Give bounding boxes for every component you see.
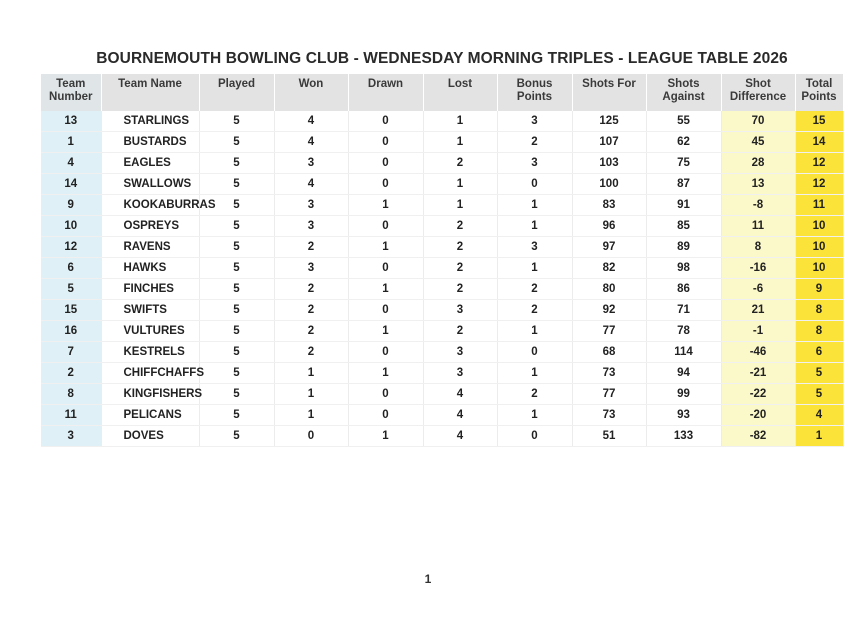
bonus-points-cell: 2 xyxy=(497,300,572,321)
team-name-cell: PELICANS xyxy=(101,405,199,426)
team-name-cell: SWALLOWS xyxy=(101,174,199,195)
won-cell: 4 xyxy=(274,174,348,195)
table-row xyxy=(41,426,843,447)
shots-for-cell: 51 xyxy=(572,426,646,447)
header-label-line1: Team Name xyxy=(118,78,182,90)
played-cell: 5 xyxy=(199,216,274,237)
shot-difference-cell: 45 xyxy=(721,132,795,153)
header-label-line2: Number xyxy=(49,91,93,103)
header-label-line1: Shot xyxy=(745,78,771,90)
bonus-points-cell: 1 xyxy=(497,405,572,426)
shot-difference-cell: 21 xyxy=(721,300,795,321)
lost-cell: 2 xyxy=(423,321,497,342)
table-row xyxy=(41,321,843,342)
total-points-cell: 4 xyxy=(795,405,843,426)
won-cell: 3 xyxy=(274,216,348,237)
played-cell: 5 xyxy=(199,405,274,426)
drawn-cell: 0 xyxy=(348,132,423,153)
lost-cell: 3 xyxy=(423,300,497,321)
shots-against-cell: 114 xyxy=(646,342,721,363)
table-row xyxy=(41,216,843,237)
total-points-cell: 8 xyxy=(795,300,843,321)
total-points-cell: 12 xyxy=(795,174,843,195)
shot-difference-cell: -6 xyxy=(721,279,795,300)
shots-against-cell: 133 xyxy=(646,426,721,447)
lost-cell: 3 xyxy=(423,363,497,384)
drawn-cell: 1 xyxy=(348,237,423,258)
won-cell: 1 xyxy=(274,384,348,405)
shots-against-cell: 94 xyxy=(646,363,721,384)
header-label-line1: Shots xyxy=(667,78,700,90)
team-name-cell: BUSTARDS xyxy=(101,132,199,153)
table-row xyxy=(41,279,843,300)
shots-against-cell: 75 xyxy=(646,153,721,174)
team-number-cell: 7 xyxy=(41,342,101,363)
total-points-cell: 5 xyxy=(795,363,843,384)
drawn-cell: 0 xyxy=(348,111,423,132)
header-label-line1: Shots For xyxy=(582,78,636,90)
header-label-line2: Against xyxy=(662,91,705,103)
shots-for-cell: 73 xyxy=(572,363,646,384)
header-lost xyxy=(423,74,497,111)
team-name-cell: CHIFFCHAFFS xyxy=(101,363,199,384)
bonus-points-cell: 2 xyxy=(497,279,572,300)
team-number-cell: 6 xyxy=(41,258,101,279)
won-cell: 2 xyxy=(274,279,348,300)
lost-cell: 2 xyxy=(423,279,497,300)
shot-difference-cell: -22 xyxy=(721,384,795,405)
won-cell: 2 xyxy=(274,321,348,342)
shots-for-cell: 73 xyxy=(572,405,646,426)
header-won xyxy=(274,74,348,111)
page-number: 1 xyxy=(424,572,432,586)
table-row xyxy=(41,384,843,405)
team-number-cell: 15 xyxy=(41,300,101,321)
bonus-points-cell: 3 xyxy=(497,111,572,132)
total-points-cell: 9 xyxy=(795,279,843,300)
team-name-cell: DOVES xyxy=(101,426,199,447)
total-points-cell: 12 xyxy=(795,153,843,174)
header-label-line1: Played xyxy=(217,78,256,90)
played-cell: 5 xyxy=(199,258,274,279)
total-points-cell: 15 xyxy=(795,111,843,132)
header-label-line1: Bonus xyxy=(516,78,553,90)
total-points-cell: 8 xyxy=(795,321,843,342)
shot-difference-cell: -21 xyxy=(721,363,795,384)
header-drawn xyxy=(348,74,423,111)
shots-against-cell: 98 xyxy=(646,258,721,279)
bonus-points-cell: 0 xyxy=(497,342,572,363)
shots-for-cell: 68 xyxy=(572,342,646,363)
bonus-points-cell: 1 xyxy=(497,363,572,384)
shot-difference-cell: 13 xyxy=(721,174,795,195)
shot-difference-cell: 11 xyxy=(721,216,795,237)
header-label-line1: Drawn xyxy=(367,78,404,90)
shot-difference-cell: 28 xyxy=(721,153,795,174)
header-label-line1: Total xyxy=(805,78,833,90)
played-cell: 5 xyxy=(199,132,274,153)
team-number-cell: 14 xyxy=(41,174,101,195)
total-points-cell: 6 xyxy=(795,342,843,363)
header-label-line2: Difference xyxy=(729,91,787,103)
table-row xyxy=(41,300,843,321)
played-cell: 5 xyxy=(199,153,274,174)
total-points-cell: 5 xyxy=(795,384,843,405)
drawn-cell: 1 xyxy=(348,195,423,216)
lost-cell: 3 xyxy=(423,342,497,363)
team-name-cell: VULTURES xyxy=(101,321,199,342)
drawn-cell: 0 xyxy=(348,174,423,195)
shots-against-cell: 71 xyxy=(646,300,721,321)
won-cell: 2 xyxy=(274,300,348,321)
played-cell: 5 xyxy=(199,384,274,405)
lost-cell: 4 xyxy=(423,426,497,447)
shots-for-cell: 77 xyxy=(572,321,646,342)
lost-cell: 1 xyxy=(423,132,497,153)
table-row xyxy=(41,111,843,132)
total-points-cell: 10 xyxy=(795,258,843,279)
drawn-cell: 1 xyxy=(348,426,423,447)
team-number-cell: 13 xyxy=(41,111,101,132)
lost-cell: 1 xyxy=(423,195,497,216)
header-shots-for xyxy=(572,74,646,111)
shots-for-cell: 83 xyxy=(572,195,646,216)
header-label-line1: Team xyxy=(56,78,86,90)
shots-against-cell: 85 xyxy=(646,216,721,237)
played-cell: 5 xyxy=(199,321,274,342)
shot-difference-cell: -20 xyxy=(721,405,795,426)
team-number-cell: 10 xyxy=(41,216,101,237)
shots-for-cell: 97 xyxy=(572,237,646,258)
team-number-cell: 12 xyxy=(41,237,101,258)
shots-for-cell: 100 xyxy=(572,174,646,195)
bonus-points-cell: 1 xyxy=(497,195,572,216)
lost-cell: 2 xyxy=(423,216,497,237)
shots-for-cell: 107 xyxy=(572,132,646,153)
won-cell: 3 xyxy=(274,153,348,174)
lost-cell: 2 xyxy=(423,258,497,279)
shots-against-cell: 55 xyxy=(646,111,721,132)
header-label-line2: Points xyxy=(516,91,553,103)
won-cell: 4 xyxy=(274,111,348,132)
header-label-line1: Won xyxy=(298,78,324,90)
shots-for-cell: 77 xyxy=(572,384,646,405)
table-row xyxy=(41,405,843,426)
shots-for-cell: 96 xyxy=(572,216,646,237)
shot-difference-cell: 70 xyxy=(721,111,795,132)
team-name-cell: FINCHES xyxy=(101,279,199,300)
team-name-cell: HAWKS xyxy=(101,258,199,279)
won-cell: 0 xyxy=(274,426,348,447)
team-number-cell: 4 xyxy=(41,153,101,174)
drawn-cell: 0 xyxy=(348,300,423,321)
total-points-cell: 11 xyxy=(795,195,843,216)
header-played xyxy=(199,74,274,111)
team-name-cell: EAGLES xyxy=(101,153,199,174)
drawn-cell: 0 xyxy=(348,405,423,426)
lost-cell: 2 xyxy=(423,153,497,174)
drawn-cell: 0 xyxy=(348,153,423,174)
table-row xyxy=(41,363,843,384)
shots-for-cell: 125 xyxy=(572,111,646,132)
header-bonus-points xyxy=(497,74,572,111)
bonus-points-cell: 2 xyxy=(497,132,572,153)
table-body xyxy=(41,111,843,447)
header-row xyxy=(41,74,843,111)
shots-for-cell: 82 xyxy=(572,258,646,279)
drawn-cell: 0 xyxy=(348,216,423,237)
team-number-cell: 8 xyxy=(41,384,101,405)
won-cell: 3 xyxy=(274,258,348,279)
bonus-points-cell: 1 xyxy=(497,216,572,237)
won-cell: 1 xyxy=(274,363,348,384)
drawn-cell: 1 xyxy=(348,363,423,384)
header-team-number xyxy=(41,74,101,111)
total-points-cell: 10 xyxy=(795,216,843,237)
table-row xyxy=(41,342,843,363)
table-row xyxy=(41,153,843,174)
header-shots-against xyxy=(646,74,721,111)
won-cell: 1 xyxy=(274,405,348,426)
shots-against-cell: 91 xyxy=(646,195,721,216)
league-table xyxy=(41,74,844,447)
team-name-cell: STARLINGS xyxy=(101,111,199,132)
header-team-name xyxy=(101,74,199,111)
played-cell: 5 xyxy=(199,195,274,216)
lost-cell: 4 xyxy=(423,384,497,405)
bonus-points-cell: 0 xyxy=(497,174,572,195)
table-row xyxy=(41,174,843,195)
bonus-points-cell: 3 xyxy=(497,153,572,174)
played-cell: 5 xyxy=(199,174,274,195)
bonus-points-cell: 1 xyxy=(497,258,572,279)
shots-against-cell: 89 xyxy=(646,237,721,258)
header-label-line1: Lost xyxy=(447,78,473,90)
won-cell: 3 xyxy=(274,195,348,216)
team-number-cell: 3 xyxy=(41,426,101,447)
drawn-cell: 0 xyxy=(348,258,423,279)
bonus-points-cell: 1 xyxy=(497,321,572,342)
total-points-cell: 1 xyxy=(795,426,843,447)
shots-for-cell: 80 xyxy=(572,279,646,300)
team-name-cell: SWIFTS xyxy=(101,300,199,321)
lost-cell: 2 xyxy=(423,237,497,258)
drawn-cell: 1 xyxy=(348,321,423,342)
shot-difference-cell: -82 xyxy=(721,426,795,447)
total-points-cell: 10 xyxy=(795,237,843,258)
bonus-points-cell: 3 xyxy=(497,237,572,258)
total-points-cell: 14 xyxy=(795,132,843,153)
shot-difference-cell: -1 xyxy=(721,321,795,342)
shot-difference-cell: 8 xyxy=(721,237,795,258)
drawn-cell: 0 xyxy=(348,384,423,405)
lost-cell: 4 xyxy=(423,405,497,426)
table-row xyxy=(41,195,843,216)
team-name-cell: KESTRELS xyxy=(101,342,199,363)
shots-for-cell: 92 xyxy=(572,300,646,321)
page-title: BOURNEMOUTH BOWLING CLUB - WEDNESDAY MORNING TRIPLES - LEAGUE TABLE 2026 xyxy=(96,50,788,67)
team-name-cell: KOOKABURRAS xyxy=(101,195,199,216)
table-row xyxy=(41,258,843,279)
played-cell: 5 xyxy=(199,363,274,384)
played-cell: 5 xyxy=(199,237,274,258)
won-cell: 2 xyxy=(274,342,348,363)
won-cell: 4 xyxy=(274,132,348,153)
lost-cell: 1 xyxy=(423,174,497,195)
shots-against-cell: 93 xyxy=(646,405,721,426)
header-total-points xyxy=(795,74,843,111)
played-cell: 5 xyxy=(199,279,274,300)
team-number-cell: 5 xyxy=(41,279,101,300)
shots-against-cell: 99 xyxy=(646,384,721,405)
team-number-cell: 9 xyxy=(41,195,101,216)
shot-difference-cell: -46 xyxy=(721,342,795,363)
played-cell: 5 xyxy=(199,342,274,363)
drawn-cell: 0 xyxy=(348,342,423,363)
table-row xyxy=(41,132,843,153)
team-number-cell: 2 xyxy=(41,363,101,384)
shots-against-cell: 87 xyxy=(646,174,721,195)
header-shot-difference xyxy=(721,74,795,111)
played-cell: 5 xyxy=(199,300,274,321)
shots-against-cell: 62 xyxy=(646,132,721,153)
bonus-points-cell: 0 xyxy=(497,426,572,447)
played-cell: 5 xyxy=(199,426,274,447)
won-cell: 2 xyxy=(274,237,348,258)
team-name-cell: OSPREYS xyxy=(101,216,199,237)
shots-for-cell: 103 xyxy=(572,153,646,174)
bonus-points-cell: 2 xyxy=(497,384,572,405)
team-name-cell: KINGFISHERS xyxy=(101,384,199,405)
team-number-cell: 1 xyxy=(41,132,101,153)
table-row xyxy=(41,237,843,258)
shots-against-cell: 78 xyxy=(646,321,721,342)
team-number-cell: 11 xyxy=(41,405,101,426)
shots-against-cell: 86 xyxy=(646,279,721,300)
team-name-cell: RAVENS xyxy=(101,237,199,258)
shot-difference-cell: -8 xyxy=(721,195,795,216)
team-number-cell: 16 xyxy=(41,321,101,342)
lost-cell: 1 xyxy=(423,111,497,132)
header-label-line2: Points xyxy=(801,91,837,103)
drawn-cell: 1 xyxy=(348,279,423,300)
played-cell: 5 xyxy=(199,111,274,132)
shot-difference-cell: -16 xyxy=(721,258,795,279)
